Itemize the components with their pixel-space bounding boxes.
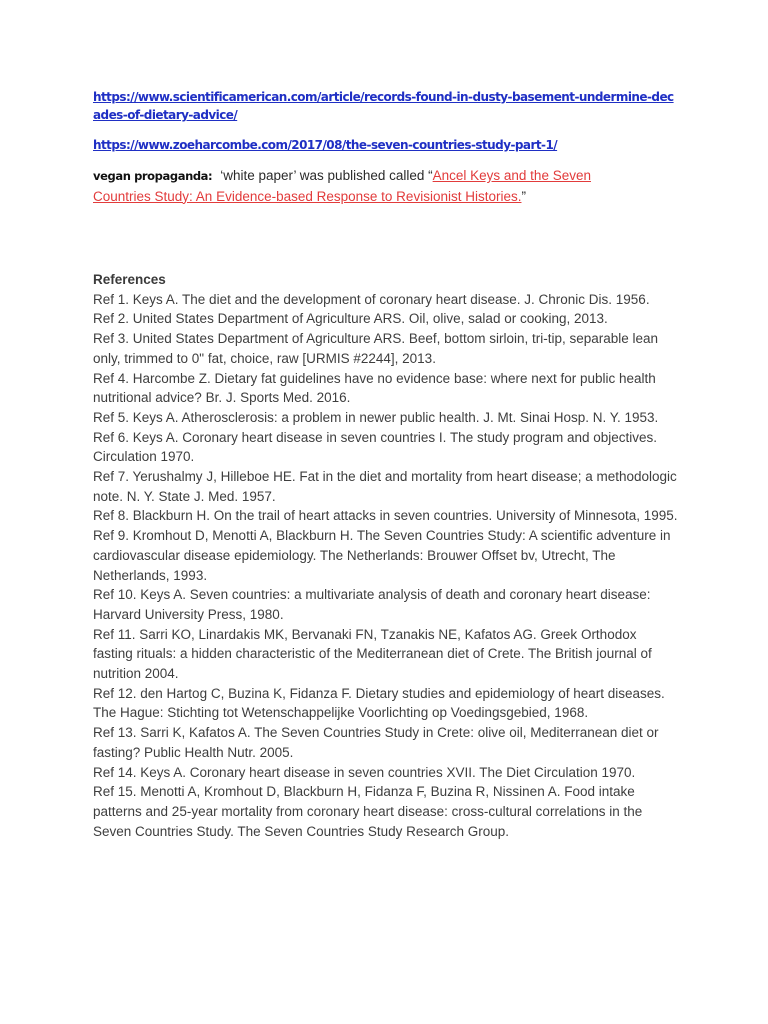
reference-item: Ref 14. Keys A. Coronary heart disease in seven countries XVII. The Diet Circulation 1970. <box>93 764 636 780</box>
reference-item: Ref 11. Sarri KO, Linardakis MK, Bervanaki FN, Tzanakis NE, Kafatos AG. Greek Orthodox fasting rituals: a hidden characteristic of the Mediterranean diet of Crete. The British journal of nutrition 2004. <box>93 626 652 682</box>
scientific-american-link[interactable]: https://www.scientificamerican.com/article/records-found-in-dusty-basement-undermine-decades-of-dietary-advice/ <box>93 90 674 122</box>
reference-item: Ref 9. Kromhout D, Menotti A, Blackburn H. The Seven Countries Study: A scientific adventure in cardiovascular disease epidemiology. The Netherlands: Brouwer Offset bv, Utrecht, The Netherlands, 1993. <box>93 528 671 583</box>
white-paper-text: ‘white paper’ was published called “ <box>220 168 433 183</box>
reference-item: Ref 10. Keys A. Seven countries: a multivariate analysis of death and coronary heart disease: Harvard University Press, 1980. <box>93 587 651 622</box>
closing-quote: ” <box>521 188 526 204</box>
reference-item: Ref 2. United States Department of Agriculture ARS. Oil, olive, salad or cooking, 2013. <box>93 311 608 327</box>
reference-item: Ref 4. Harcombe Z. Dietary fat guidelines have no evidence base: where next for public health nutritional advice? Br. J. Sports Med. 2016. <box>93 370 656 406</box>
vegan-propaganda-label: vegan propaganda: <box>93 169 213 183</box>
zoe-harcombe-link[interactable]: https://www.zoeharcombe.com/2017/08/the-seven-countries-study-part-1/ <box>93 138 558 152</box>
reference-item: Ref 3. United States Department of Agriculture ARS. Beef, bottom sirloin, tri-tip, separable lean only, trimmed to 0" fat, choice, raw [URMIS #2244], 2013. <box>93 331 659 366</box>
white-paper-title-link[interactable]: Ancel Keys and the Seven Countries Study: An Evidence-based Response to Revisionist Histories. <box>93 168 591 204</box>
reference-item: Ref 5. Keys A. Atherosclerosis: a problem in newer public health. J. Mt. Sinai Hosp. N. Y. 1953. <box>93 409 659 425</box>
reference-item: Ref 13. Sarri K, Kafatos A. The Seven Countries Study in Crete: olive oil, Mediterranean diet or fasting? Public Health Nutr. 2005. <box>93 725 659 760</box>
reference-item: Ref 7. Yerushalmy J, Hilleboe HE. Fat in the diet and mortality from heart disease; a methodologic note. N. Y. State J. Med. 1957. <box>93 469 677 504</box>
references-heading: References <box>93 272 166 287</box>
reference-item: Ref 8. Blackburn H. On the trail of heart attacks in seven countries. University of Minnesota, 1995. <box>93 508 678 524</box>
reference-item: Ref 15. Menotti A, Kromhout D, Blackburn H, Fidanza F, Buzina R, Nissinen A. Food intake patterns and 25-year mortality from coronary heart disease: cross-cultural correlations in the Seven Countries Study. The Seven Countries Study Research Group. <box>93 784 643 839</box>
reference-item: Ref 12. den Hartog C, Buzina K, Fidanza F. Dietary studies and epidemiology of heart diseases. The Hague: Stichting tot Wetenschappelijke Voorlichting op Voedingsgebied, 1968. <box>93 685 665 721</box>
reference-list <box>93 290 678 842</box>
reference-item: Ref 6. Keys A. Coronary heart disease in seven countries I. The study program and objectives. Circulation 1970. <box>93 429 658 465</box>
vegan-propaganda-note <box>93 166 633 206</box>
reference-item: Ref 1. Keys A. The diet and the development of coronary heart disease. J. Chronic Dis. 1956. <box>93 291 650 307</box>
references-section <box>93 270 678 841</box>
